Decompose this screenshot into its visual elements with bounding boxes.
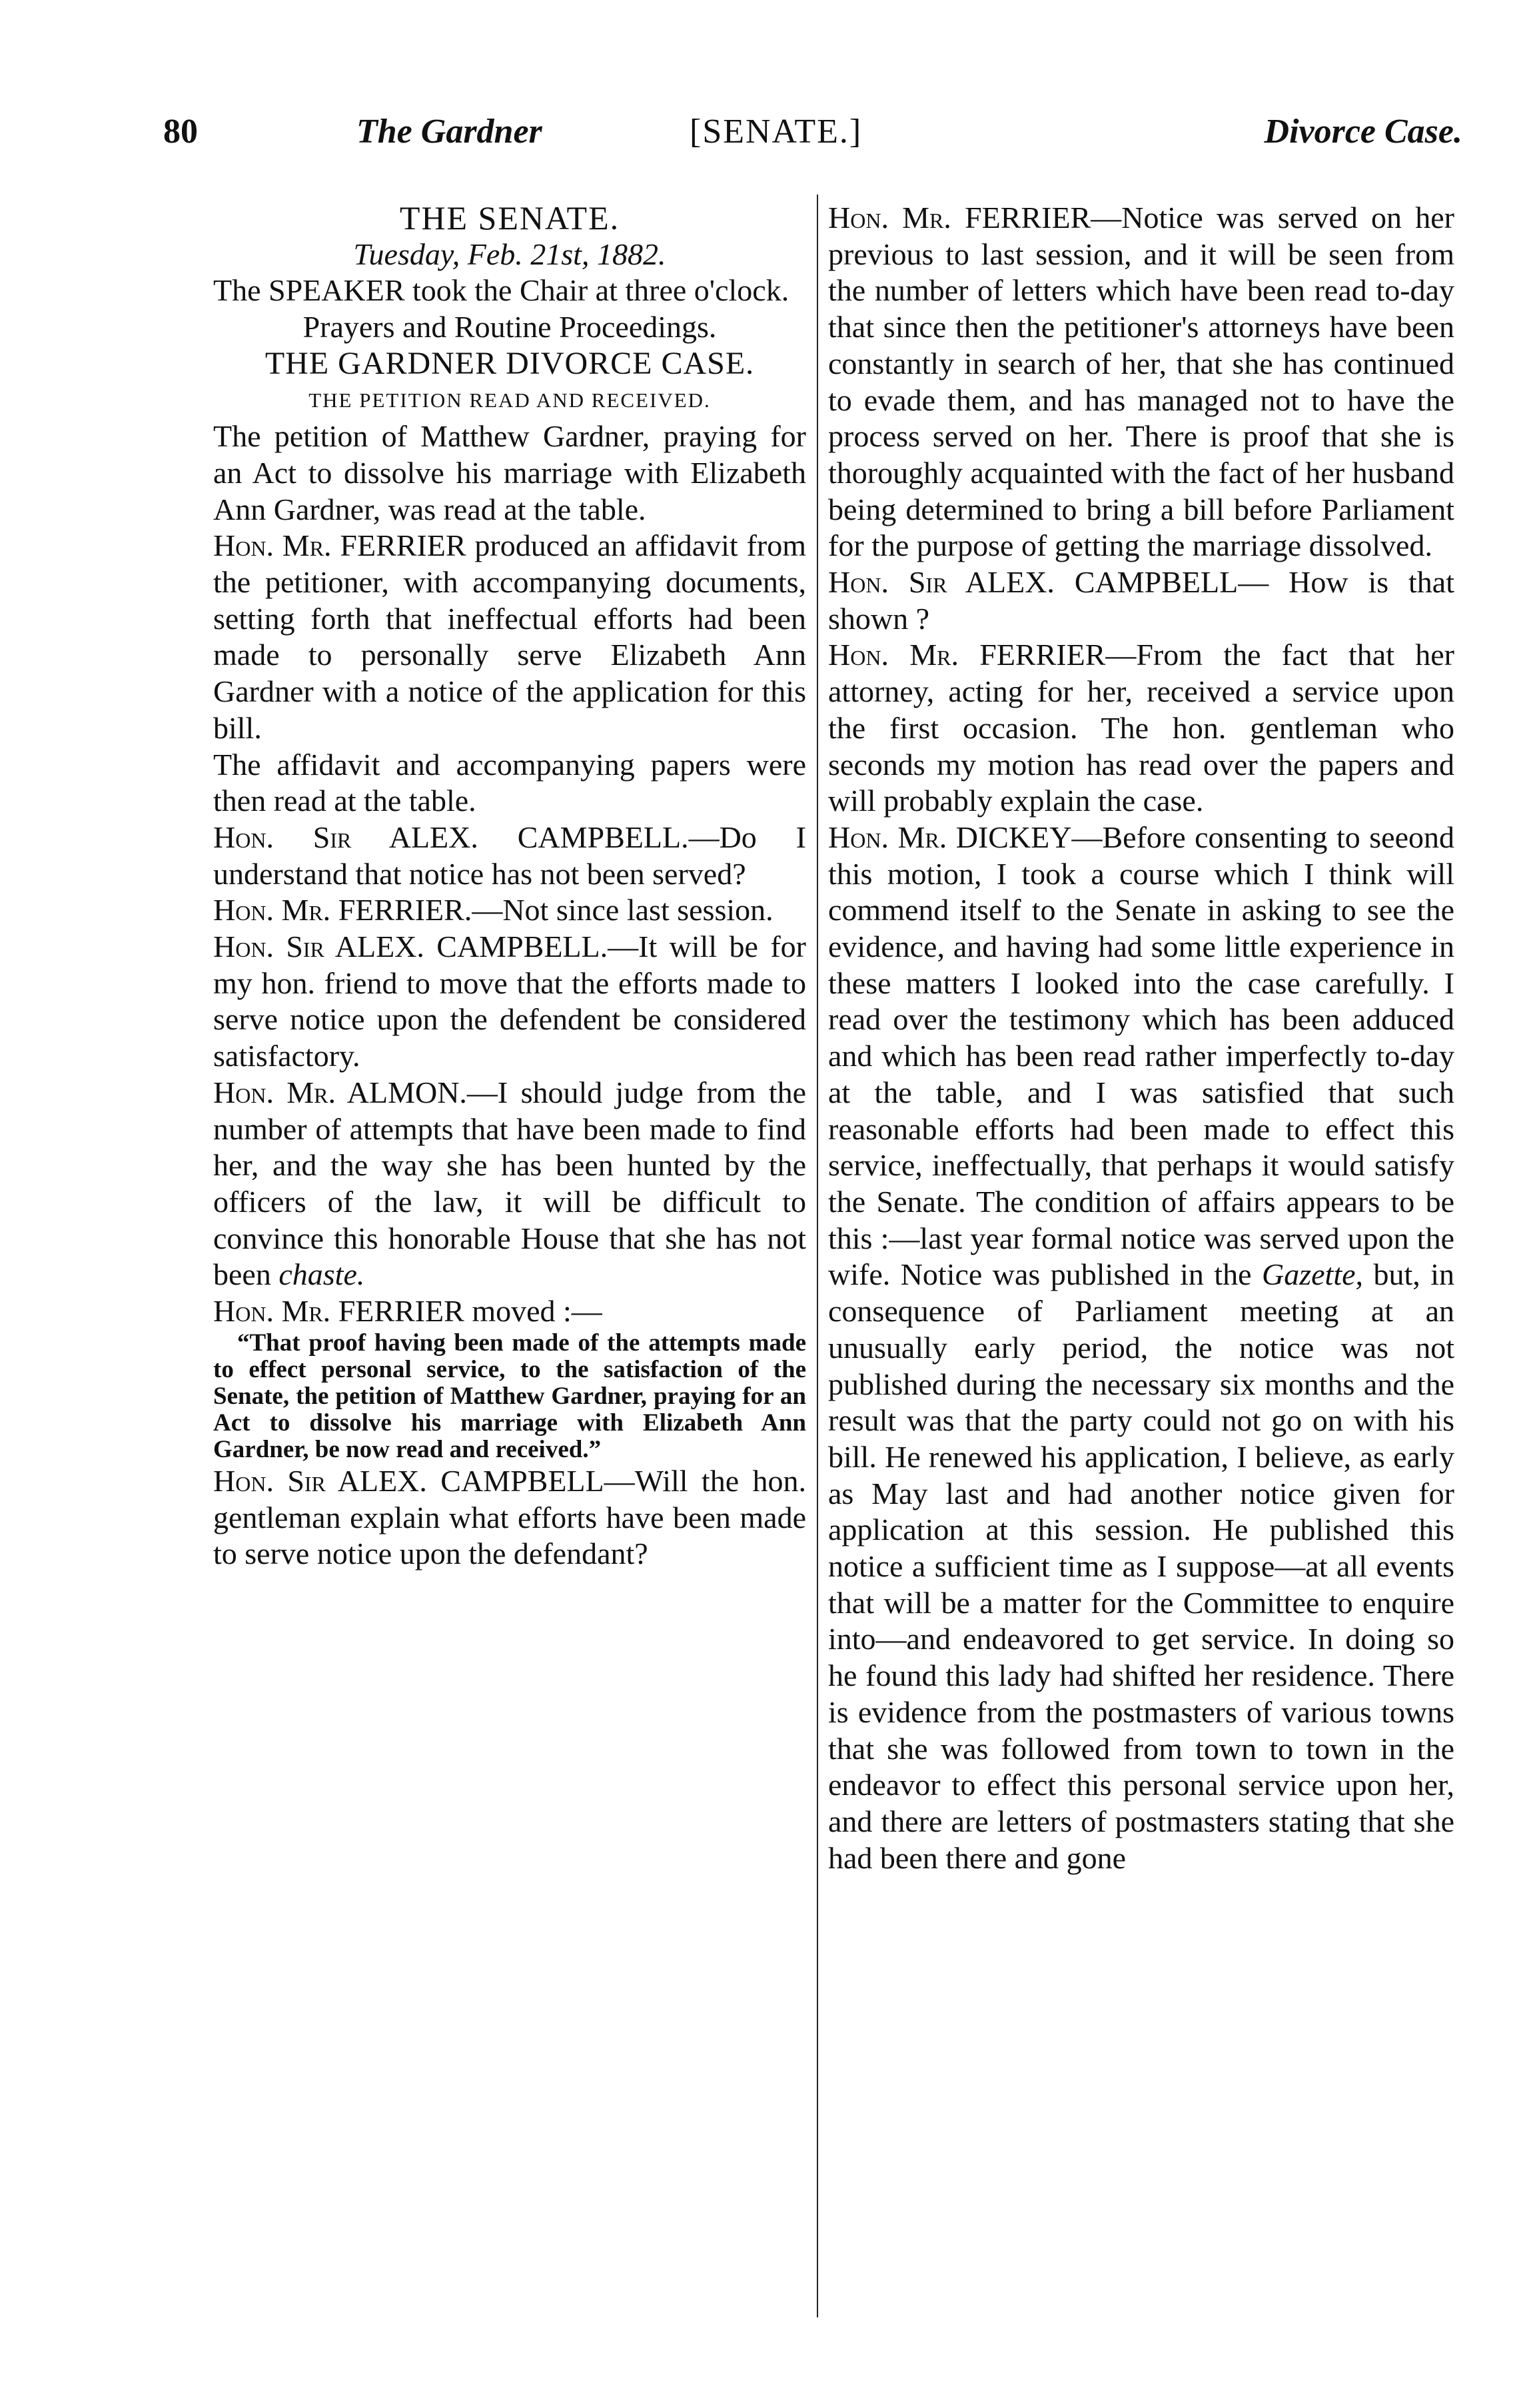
paragraph-text: ALEX. CAMPBELL— How is that shown ? <box>828 565 1455 636</box>
sub-heading: THE PETITION READ AND RECEIVED. <box>308 388 711 412</box>
speaker-title: Hon. Sir <box>213 820 352 854</box>
paragraph-text: FERRIER.—Not since last session. <box>330 893 773 927</box>
sitting-date: Tuesday, Feb. 21st, 1882. <box>353 237 666 271</box>
paragraph-text: FERRIER—From the fact that her attorney, acting for her, received a service upon the first occasion. The hon. gentleman who seconds my motion has read over the papers and will probably explain the case. <box>828 638 1455 818</box>
paragraph-text: ALEX. CAMPBELL—Will the hon. gentleman explain what efforts have been made to serve notice upon the defendant? <box>213 1463 806 1571</box>
ferrier-moved-paragraph <box>213 1293 806 1330</box>
paragraph-text: ALEX. CAMPBELL.—It will be for my hon. friend to move that the efforts made to serve notice upon the defendent be considered satisfactory. <box>213 929 806 1073</box>
ferrier-notice-paragraph <box>828 200 1454 564</box>
campbell-question-paragraph <box>213 820 806 892</box>
running-head <box>163 112 1462 165</box>
speaker-title: Hon. Sir <box>828 565 947 600</box>
speaker-title: Hon. Mr. <box>828 820 947 854</box>
paragraph-text: FERRIER moved :— <box>330 1294 602 1329</box>
italic-word: chaste. <box>278 1257 365 1292</box>
campbell-efforts-paragraph <box>213 1463 806 1572</box>
speaker-title: Hon. Sir <box>213 929 324 964</box>
speaker-title: Hon. Mr. <box>213 1075 336 1109</box>
speaker-title: Hon. Mr. <box>828 201 951 235</box>
speaker-title: Hon. Mr. <box>213 528 332 563</box>
right-column <box>828 200 1454 1876</box>
paragraph-text: ALEX. CAMPBELL.—Do I understand that notice has not been served? <box>213 820 806 891</box>
dickey-paragraph <box>828 820 1454 1876</box>
campbell-shown-paragraph <box>828 564 1454 637</box>
campbell-motion-paragraph <box>213 929 806 1075</box>
petition-paragraph: The petition of Matthew Gardner, praying for an Act to dissolve his marriage with Elizabeth Ann Gardner, was read at the table. <box>213 419 806 526</box>
running-title-left: The Gardner <box>356 113 542 151</box>
speaker-title: Hon. Mr. <box>828 638 959 672</box>
ferrier-affidavit-paragraph <box>213 528 806 746</box>
paragraph-text-continued: but, in consequence of Parliament meeting at an unusually early period, the notice was not published during the necessary six months and the result was that the party could not go on with his bill. He renewed his application, I believe, as early as May last and had another notice given for application at this session. He published this notice a sufficient time as I suppose—at all events that will be a matter for the Committee to enquire into—and endeavored to get service. In doing so he found this lady had shifted her residence. There is evidence from the postmasters of various towns that she was followed from town to town in the endeavor to effect this personal service upon her, and there are letters of postmasters stating that she had been there and gone <box>828 1257 1454 1875</box>
running-title-center: [SENATE.] <box>690 113 863 151</box>
paragraph-text: FERRIER produced an affidavit from the petitioner, with accompanying documents, setting forth that ineffectual efforts had been made to personally serve Elizabeth Ann Gardner with a notice of the application for this bill. <box>213 528 806 745</box>
page-number: 80 <box>163 113 198 151</box>
italic-word: Gazette, <box>1262 1257 1364 1292</box>
paragraph-text: FERRIER—Notice was served on her previous to last session, and it will be seen from the number of letters which have been read to-day that since then the petitioner's attorneys have been constantly in search of her, that she has continued to evade them, and has managed not to have the process served on her. There is proof that she is thoroughly acquainted with the fact of her husband being determined to bring a bill before Parliament for the purpose of getting the marriage dissolved. <box>828 201 1454 563</box>
ferrier-reply-paragraph <box>213 892 806 929</box>
left-column <box>213 200 806 1572</box>
speaker-title: Hon. Sir <box>213 1463 326 1498</box>
senate-heading: THE SENATE. <box>399 199 620 237</box>
almon-paragraph <box>213 1075 806 1293</box>
speaker-took-chair: The SPEAKER took the Chair at three o'clock. <box>213 273 789 308</box>
column-divider <box>817 195 818 2317</box>
paragraph-text: ALMON.—I should judge from the number of attempts that have been made to find her, and the way she has been hunted by the officers of the law, it will be difficult to convince this honorable House that she has not been <box>213 1075 806 1292</box>
motion-quote: “That proof having been made of the attempts made to effect personal service, to the satisfaction of the Senate, the petition of Matthew Gardner, praying for an Act to dissolve his marriage with Elizabeth Ann Gardner, be now read and received.” <box>213 1329 806 1463</box>
speaker-title: Hon. Mr. <box>213 1294 331 1329</box>
affidavit-read-paragraph: The affidavit and accompanying papers were then read at the table. <box>213 747 806 818</box>
ferrier-fact-paragraph <box>828 637 1454 820</box>
prayers-line: Prayers and Routine Proceedings. <box>302 310 717 344</box>
paragraph-text: DICKEY—Before consenting to seeond this motion, I took a course which I think will commend itself to the Senate in asking to see the evidence, and having had some little experience in these matters I looked into the case carefully. I read over the testimony which has been adduced and which has been read rather imperfectly to-day at the table, and I was satisfied that such reasonable efforts had been made to effect this service, ineffectually, that perhaps it would satisfy the Senate. The condition of affairs appears to be this :—last year formal notice was served upon the wife. Notice was published in the <box>828 820 1454 1292</box>
running-title-right: Divorce Case. <box>1264 113 1462 151</box>
case-heading: THE GARDNER DIVORCE CASE. <box>264 345 755 381</box>
speaker-title: Hon. Mr. <box>213 893 331 927</box>
